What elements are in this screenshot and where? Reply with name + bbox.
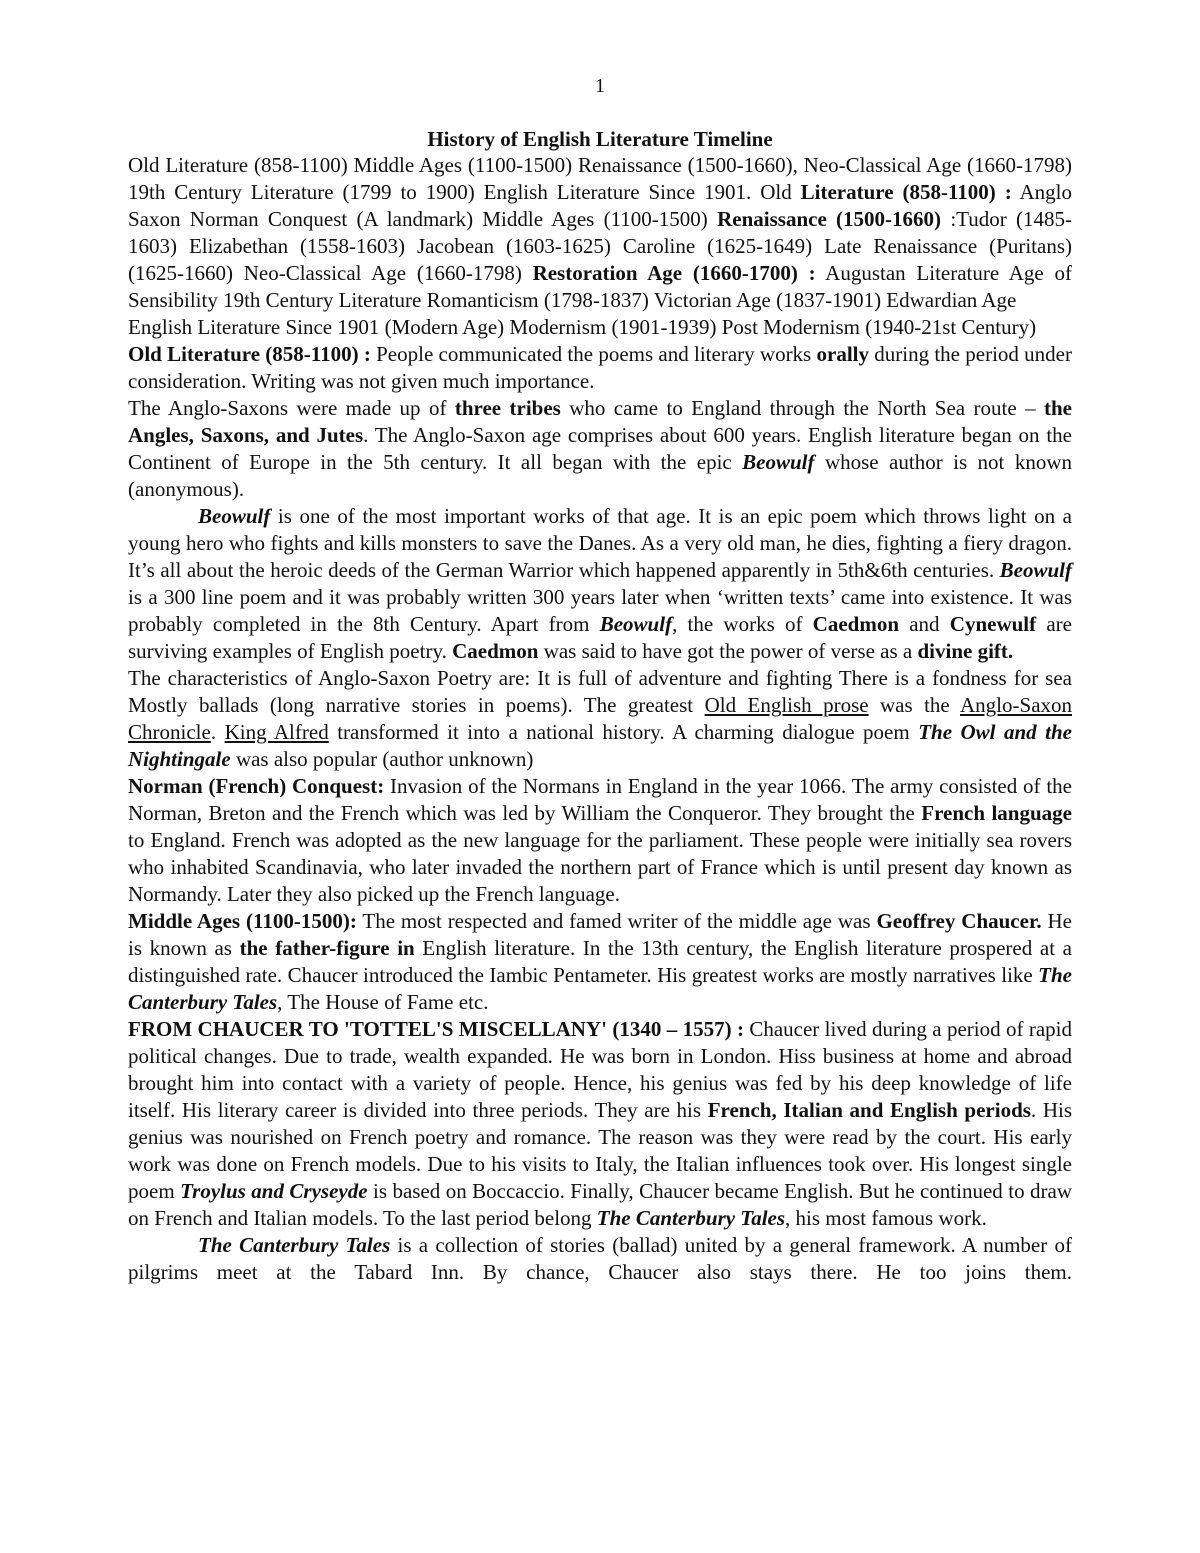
page-number: 1 [595,75,605,97]
bold-heading-old-literature: Literature (858-1100) : [800,180,1012,204]
middle-ages-paragraph: Middle Ages (1100-1500): The most respected and famed writer of the middle age was Geoffrey Chaucer. He is known as the father-figure in English literature. In the 13th century, the English literature prospered at a distinguished rate. Chaucer introduced the Iambic Pentameter. His greatest works are mostly narratives like The Canterbury Tales, The House of Fame etc. [128,909,1072,1014]
bold-heading-restoration: Restoration Age (1660-1700) : [532,261,816,285]
bold-heading-renaissance: Renaissance (1500-1660) [717,207,942,231]
document-body [128,152,1072,1286]
timeline-paragraph-end: English Literature Since 1901 (Modern Age) Modernism (1901-1939) Post Modernism (1940-21st Century) [128,315,1037,339]
characteristics-paragraph: The characteristics of Anglo-Saxon Poetry are: It is full of adventure and fighting There is a fondness for sea Mostly ballads (long narrative stories in poems). The greatest Old English prose was the Anglo-Saxon Chronicle. King Alfred transformed it into a national history. A charming dialogue poem The Owl and the Nightingale was also popular (author unknown) [128,666,1073,771]
page-title: History of English Literature Timeline [427,127,773,151]
beowulf-paragraph: Beowulf is one of the most important works of that age. It is an epic poem which throws light on a young hero who fights and kills monsters to save the Danes. As a very old man, he dies, fighting a fiery dragon. It’s all about the heroic deeds of the German Warrior which happened apparently in 5th&6th centuries. Beowulf is a 300 line poem and it was probably written 300 years later when ‘written texts’ came into existence. It was probably completed in the 8th Century. Apart from Beowulf, the works of Caedmon and Cynewulf are surviving examples of English poetry. Caedmon was said to have got the power of verse as a divine gift. [128,504,1072,663]
canterbury-tales-paragraph: The Canterbury Tales is a collection of stories (ballad) united by a general framework. A number of pilgrims meet at the Tabard Inn. By chance, Chaucer also stays there. He too joins them. [128,1233,1072,1284]
chaucer-paragraph: FROM CHAUCER TO 'TOTTEL'S MISCELLANY' (1340 – 1557) : Chaucer lived during a period of rapid political changes. Due to trade, wealth expanded. He was born in London. Hiss business at home and abroad brought him into contact with a variety of people. Hence, his genius was fed by his deep knowledge of life itself. His literary career is divided into three periods. They are his French, Italian and English periods. His genius was nourished on French poetry and romance. The reason was they were read by the court. His early work was done on French models. Due to his visits to Italy, the Italian influences took over. His longest single poem Troylus and Cryseyde is based on Boccaccio. Finally, Chaucer became English. But he continued to draw on French and Italian models. To the last period belong The Canterbury Tales, his most famous work. [128,1017,1073,1230]
timeline-paragraph: Old Literature (858-1100) Middle Ages (1100-1500) Renaissance (1500-1660), Neo-Classical Age (1660-1798) 19th Century Literature (1799 to 1900) English Literature Since 1901. Old Literature (858-1100) : Anglo Saxon Norman Conquest (A landmark) Middle Ages (1100-1500) Renaissance (1500-1660) :Tudor (1485-1603) Elizabethan (1558-1603) Jacobean (1603-1625) Caroline (1625-1649) Late Renaissance (Puritans) (1625-1660) Neo-Classical Age (1660-1798) Restoration Age (1660-1700) : Augustan Literature Age of Sensibility 19th Century Literature Romanticism (1798-1837) Victorian Age (1837-1901) Edwardian Age [128,153,1073,312]
norman-conquest-paragraph: Norman (French) Conquest: Invasion of the Normans in England in the year 1066. The army consisted of the Norman, Breton and the French which was led by William the Conqueror. They brought the French language to England. French was adopted as the new language for the parliament. These people were initially sea rovers who inhabited Scandinavia, who later invaded the northern part of France which is until present day known as Normandy. Later they also picked up the French language. [128,774,1072,906]
old-literature-paragraph: Old Literature (858-1100) : People communicated the poems and literary works orally during the period under consideration. Writing was not given much importance. [128,342,1072,393]
anglo-saxon-paragraph: The Anglo-Saxons were made up of three tribes who came to England through the North Sea route – the Angles, Saxons, and Jutes. The Anglo-Saxon age comprises about 600 years. English literature began on the Continent of Europe in the 5th century. It all began with the epic Beowulf whose author is not known (anonymous). [128,396,1073,501]
